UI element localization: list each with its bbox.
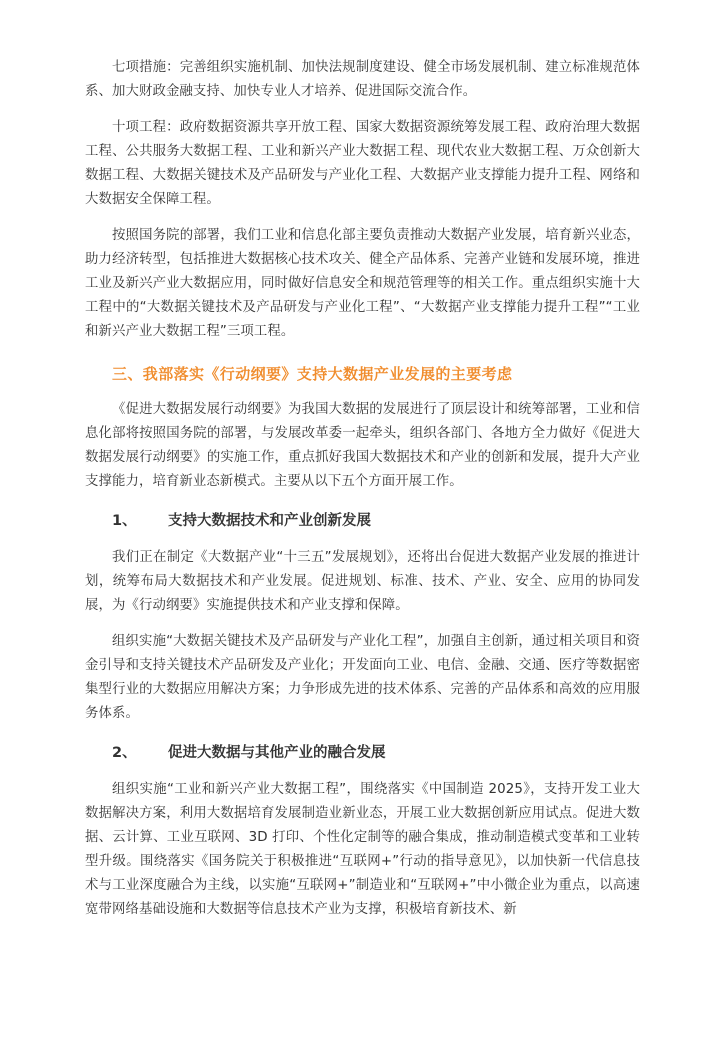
subsection-title: 促进大数据与其他产业的融合发展 bbox=[168, 745, 386, 761]
section-heading: 三、我部落实《行动纲要》支持大数据产业发展的主要考虑 bbox=[112, 365, 513, 383]
subsection-heading-2 bbox=[85, 740, 640, 766]
subsection-title: 支持大数据技术和产业创新发展 bbox=[168, 513, 371, 529]
paragraph-planning: 我们正在制定《大数据产业“十三五”发展规划》，还将出台促进大数据产业发展的推进计划，统筹布局大数据技术和产业发展。促进规划、标准、技术、产业、安全、应用的协同发展，为《行动纲要》实施提供技术和产业支撑和保障。 bbox=[85, 550, 640, 613]
paragraph-ten-projects: 十项工程：政府数据资源共享开放工程、国家大数据资源统筹发展工程、政府治理大数据工程、公共服务大数据工程、工业和新兴产业大数据工程、现代农业大数据工程、万众创新大数据工程、大数据关键技术及产品研发与产业化工程、大数据产业支撑能力提升工程、网络和大数据安全保障工程。 bbox=[85, 120, 640, 207]
subsection-number: 1、 bbox=[112, 513, 137, 529]
document-body bbox=[85, 56, 640, 934]
subsection-number: 2、 bbox=[112, 745, 137, 761]
paragraph-action-outline: 《促进大数据发展行动纲要》为我国大数据的发展进行了顶层设计和统筹部署，工业和信息化部将按照国务院的部署，与发展改革委一起牵头，组织各部门、各地方全力做好《促进大数据发展行动纲要》的实施工作，重点抓好我国大数据技术和产业的创新和发展，提升大产业支撑能力，培育新业态新模式。主要从以下五个方面开展工作。 bbox=[85, 402, 640, 489]
paragraph-seven-measures: 七项措施：完善组织实施机制、加快法规制度建设、健全市场发展机制、建立标准规范体系、加大财政金融支持、加快专业人才培养、促进国际交流合作。 bbox=[85, 60, 640, 99]
subsection-heading-1 bbox=[85, 508, 640, 534]
paragraph-key-technology-project: 组织实施“大数据关键技术及产品研发与产业化工程”，加强自主创新，通过相关项目和资金引导和支持关键技术产品研发及产业化；开发面向工业、电信、金融、交通、医疗等数据密集型行业的大数据应用解决方案；力争形成先进的技术体系、完善的产品体系和高效的应用服务体系。 bbox=[85, 634, 640, 721]
paragraph-industrial-big-data: 组织实施“工业和新兴产业大数据工程”，围绕落实《中国制造 2025》，支持开发工业大数据解决方案，利用大数据培育发展制造业新业态，开展工业大数据创新应用试点。促进大数据、云计算、工业互联网、3D 打印、个性化定制等的融合集成，推动制造模式变革和工业转型升级。围绕落实《国务院关于积极推进“互联网+”行动的指导意见》，以加快新一代信息技术与工业深度融合为主线，以实施“互联网+”制造业和“互联网+”中小微企业为重点，以高速宽带网络基础设施和大数据等信息技术产业为支撑，积极培育新技术、新 bbox=[85, 782, 640, 917]
paragraph-state-council-deployment: 按照国务院的部署，我们工业和信息化部主要负责推动大数据产业发展，培育新兴业态，助力经济转型，包括推进大数据核心技术攻关、健全产品体系、完善产业链和发展环境，推进工业及新兴产业大数据应用，同时做好信息安全和规范管理等的相关工作。重点组织实施十大工程中的“大数据关键技术及产品研发与产业化工程”、“大数据产业支撑能力提升工程”“工业和新兴产业大数据工程”三项工程。 bbox=[85, 228, 640, 339]
